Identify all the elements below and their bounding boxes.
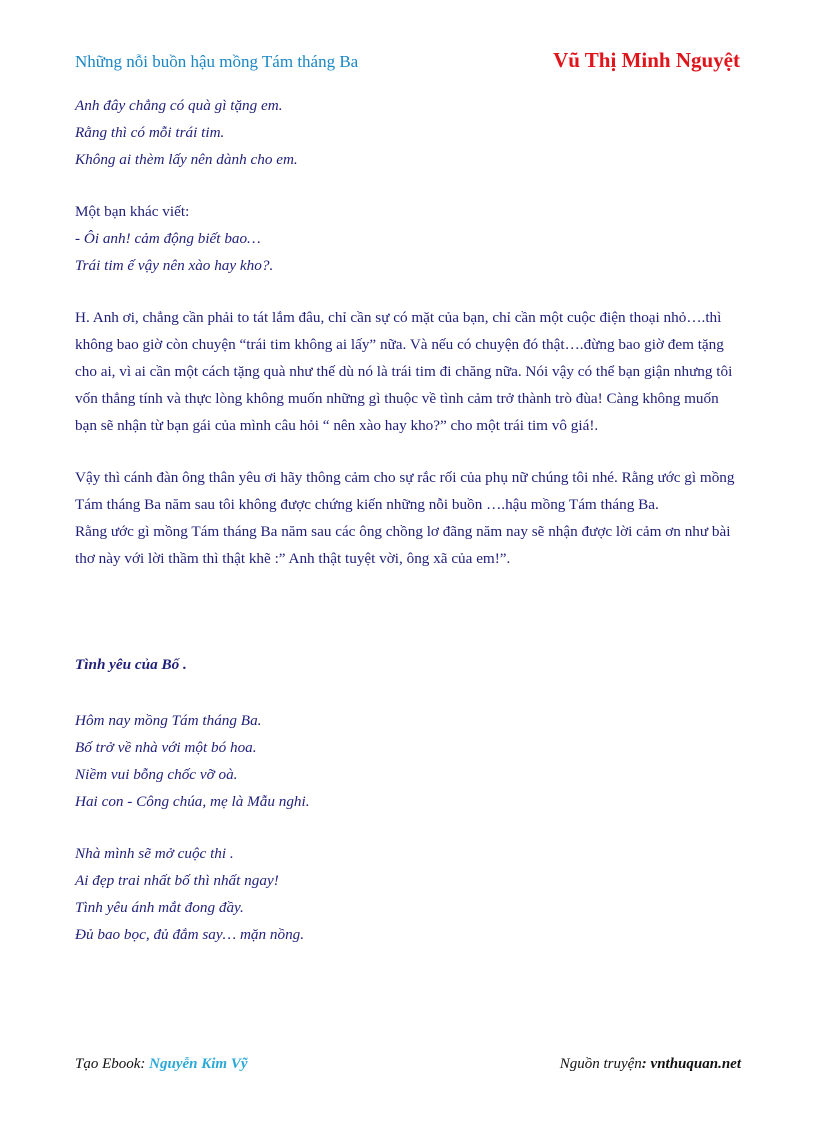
poem-line: Hôm nay mồng Tám tháng Ba. — [75, 712, 262, 729]
poem-line: Niềm vui bỗng chốc vỡ oà. — [75, 766, 238, 783]
poem-line: Hai con - Công chúa, mẹ là Mẫu nghi. — [75, 793, 310, 810]
body-paragraph: Rằng ước gì mồng Tám tháng Ba năm sau các ông chồng lơ đãng năm nay sẽ nhận được lời cảm ơn như bài thơ này với lời thầm thì thật khẽ :” Anh thật tuyệt vời, ông xã của em!”. — [75, 523, 731, 567]
footer-source-separator: : — [641, 1056, 651, 1072]
poem-line: Ai đẹp trai nhất bố thì nhất ngay! — [75, 872, 279, 889]
page-header-title: Những nỗi buồn hậu mồng Tám tháng Ba — [75, 52, 359, 71]
reply-intro: Một bạn khác viết: — [75, 203, 190, 220]
footer-ebook-name: Nguyễn Kim Vỹ — [149, 1056, 248, 1072]
reply-block — [75, 198, 743, 279]
poem-stanza — [75, 707, 743, 815]
poem-line: Tình yêu ánh mắt đong đầy. — [75, 899, 244, 916]
poem-line: Bố trở về nhà với một bó hoa. — [75, 739, 257, 756]
reply-line: - Ôi anh! cảm động biết bao… — [75, 230, 261, 247]
body-paragraph: H. Anh ơi, chẳng cần phải to tát lắm đâu, chỉ cần sự có mặt của bạn, chỉ cần một cuộc điện thoại nhỏ….thì không bao giờ còn chuyện “trái tim không ai lấy” nữa. Và nếu có chuyện đó thật….đừng bao giờ đem tặng cho ai, vì ai cần một cách tặng quà như thế dù nó là trái tim đi chăng nữa. Nói vậy có thể bạn giận nhưng tôi vốn thẳng tính và thực lòng không muốn những gì thuộc về tình cảm trở thành trò đùa! Càng không muốn bạn sẽ nhận từ bạn gái của mình câu hỏi “ nên xào hay kho?” cho một trái tim vô giá!. — [75, 309, 733, 434]
footer-source-name: vnthuquan.net — [650, 1056, 741, 1072]
page-footer — [75, 1056, 741, 1073]
page-header-author: Vũ Thị Minh Nguyệt — [553, 48, 740, 72]
poem-stanza — [75, 840, 743, 948]
document-body — [75, 92, 743, 948]
poem-line: Đủ bao bọc, đủ đắm say… mặn nồng. — [75, 926, 305, 943]
footer-ebook-separator: : — [140, 1056, 150, 1072]
poem-line: Nhà mình sẽ mở cuộc thi . — [75, 845, 234, 862]
poem-line: Rằng thì có mỗi trái tim. — [75, 124, 225, 141]
footer-ebook — [75, 1056, 248, 1073]
body-paragraph: Vậy thì cánh đàn ông thân yêu ơi hãy thông cảm cho sự rắc rối của phụ nữ chúng tôi nhé. Rằng ước gì mồng Tám tháng Ba năm sau tôi không được chứng kiến những nỗi buồn ….hậu mồng Tám tháng Ba. — [75, 469, 735, 513]
reply-line: Trái tim ế vậy nên xào hay kho?. — [75, 257, 274, 274]
footer-ebook-label: Tạo Ebook — [75, 1056, 141, 1072]
poem-verse — [75, 92, 743, 173]
poem-line: Anh đây chẳng có quà gì tặng em. — [75, 97, 283, 114]
footer-source — [560, 1056, 741, 1073]
poem-line: Không ai thèm lấy nên dành cho em. — [75, 151, 298, 168]
footer-source-label: Nguồn truyện — [559, 1056, 642, 1072]
poem-title: Tình yêu của Bố . — [75, 656, 187, 673]
